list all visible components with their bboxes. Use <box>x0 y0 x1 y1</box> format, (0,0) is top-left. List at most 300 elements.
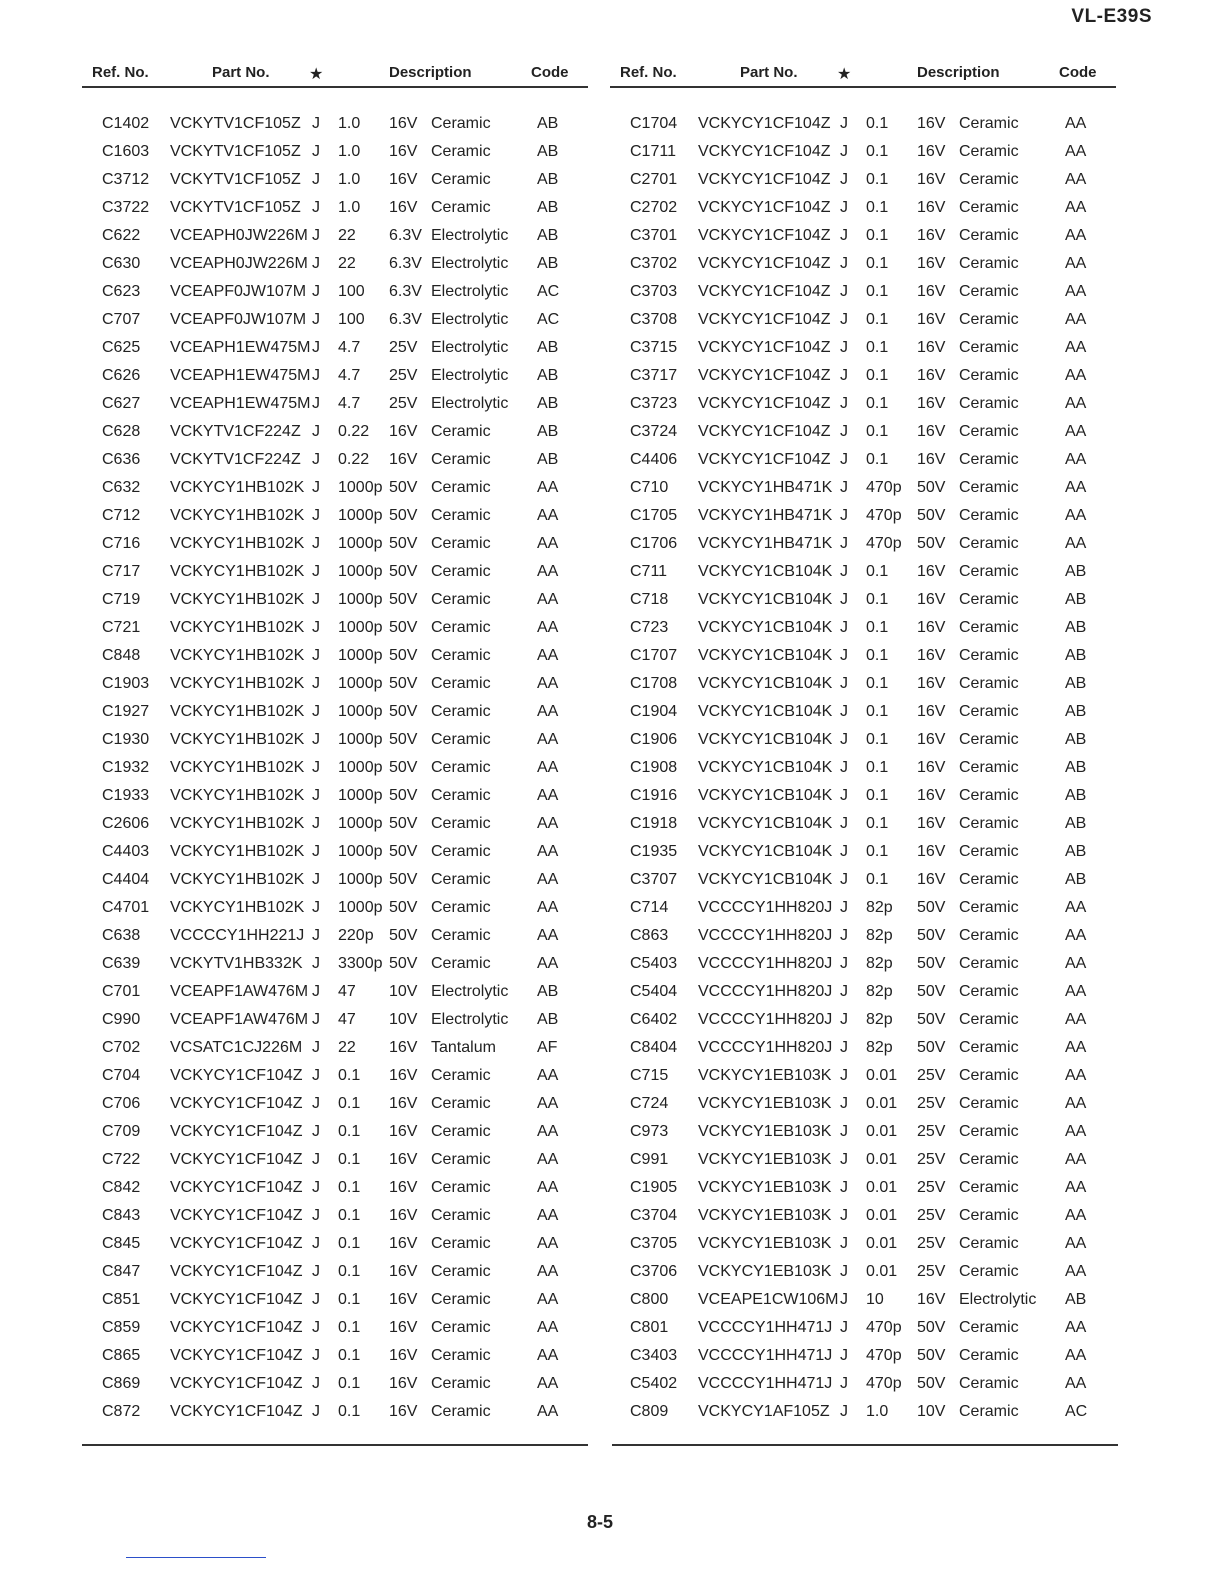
cell-value: 0.1 <box>866 871 889 888</box>
cell-code: AA <box>537 647 559 664</box>
cell-ref-no: C1402 <box>102 115 150 132</box>
table-row <box>82 306 588 334</box>
cell-ref-no: C716 <box>102 535 141 552</box>
cell-ref-no: C8404 <box>630 1039 678 1056</box>
cell-code: AA <box>537 759 559 776</box>
cell-value: 0.1 <box>866 395 889 412</box>
cell-code: AA <box>1065 451 1087 468</box>
cell-value: 0.1 <box>866 255 889 272</box>
cell-value: 82p <box>866 955 893 972</box>
cell-ref-no: C3712 <box>102 171 150 188</box>
cell-ref-no: C1705 <box>630 507 678 524</box>
cell-description: Ceramic <box>959 451 1019 468</box>
cell-ref-no: C2606 <box>102 815 150 832</box>
cell-ref-no: C872 <box>102 1403 141 1420</box>
cell-voltage: 16V <box>389 199 418 216</box>
cell-part-no: VCKYCY1CB104K <box>698 843 833 860</box>
cell-code: AB <box>1065 563 1087 580</box>
cell-value: 0.1 <box>338 1179 361 1196</box>
cell-mark: J <box>312 815 320 832</box>
table-row <box>610 894 1116 922</box>
cell-voltage: 16V <box>917 815 946 832</box>
cell-code: AB <box>537 143 559 160</box>
cell-mark: J <box>840 647 848 664</box>
cell-value: 1000p <box>338 787 383 804</box>
cell-voltage: 50V <box>917 479 946 496</box>
cell-mark: J <box>840 255 848 272</box>
cell-voltage: 25V <box>389 367 418 384</box>
table-row <box>82 362 588 390</box>
cell-voltage: 50V <box>917 1347 946 1364</box>
cell-ref-no: C6402 <box>630 1011 678 1028</box>
cell-ref-no: C1905 <box>630 1179 678 1196</box>
cell-ref-no: C1908 <box>630 759 678 776</box>
cell-mark: J <box>840 899 848 916</box>
cell-part-no: VCKYCY1CF104Z <box>698 199 831 216</box>
cell-description: Ceramic <box>959 535 1019 552</box>
cell-voltage: 50V <box>389 703 418 720</box>
cell-voltage: 50V <box>389 507 418 524</box>
table-row <box>82 1090 588 1118</box>
table-row <box>610 838 1116 866</box>
cell-voltage: 16V <box>389 1207 418 1224</box>
cell-code: AA <box>1065 899 1087 916</box>
cell-mark: J <box>312 1291 320 1308</box>
cell-value: 0.01 <box>866 1123 898 1140</box>
cell-value: 0.1 <box>866 563 889 580</box>
table-row <box>610 1202 1116 1230</box>
cell-description: Ceramic <box>431 787 491 804</box>
cell-voltage: 50V <box>389 843 418 860</box>
cell-ref-no: C722 <box>102 1151 141 1168</box>
cell-value: 4.7 <box>338 339 361 356</box>
table-header <box>82 60 588 88</box>
cell-ref-no: C1603 <box>102 143 150 160</box>
table-row <box>82 222 588 250</box>
cell-voltage: 16V <box>917 395 946 412</box>
cell-part-no: VCEAPH0JW226M <box>170 255 308 272</box>
cell-description: Ceramic <box>431 1151 491 1168</box>
cell-voltage: 16V <box>917 367 946 384</box>
cell-description: Electrolytic <box>431 395 509 412</box>
cell-code: AA <box>1065 1235 1087 1252</box>
cell-mark: J <box>840 1151 848 1168</box>
table-row <box>82 894 588 922</box>
cell-mark: J <box>840 927 848 944</box>
cell-code: AA <box>1065 955 1087 972</box>
cell-mark: J <box>312 1319 320 1336</box>
cell-voltage: 50V <box>917 507 946 524</box>
cell-code: AA <box>537 675 559 692</box>
table-row <box>610 166 1116 194</box>
cell-value: 0.1 <box>338 1347 361 1364</box>
cell-part-no: VCKYCY1CF104Z <box>698 367 831 384</box>
table-row <box>610 614 1116 642</box>
cell-part-no: VCKYCY1HB102K <box>170 675 305 692</box>
cell-value: 100 <box>338 311 365 328</box>
cell-part-no: VCKYCY1HB102K <box>170 815 305 832</box>
cell-description: Ceramic <box>959 1403 1019 1420</box>
cell-ref-no: C4404 <box>102 871 150 888</box>
cell-description: Ceramic <box>431 703 491 720</box>
cell-code: AA <box>537 1207 559 1224</box>
cell-description: Ceramic <box>959 1375 1019 1392</box>
cell-mark: J <box>840 535 848 552</box>
cell-mark: J <box>840 479 848 496</box>
cell-description: Ceramic <box>431 1375 491 1392</box>
table-row <box>82 1398 588 1426</box>
cell-description: Ceramic <box>959 1039 1019 1056</box>
table-row <box>82 502 588 530</box>
cell-description: Ceramic <box>431 507 491 524</box>
cell-part-no: VCKYTV1CF105Z <box>170 171 301 188</box>
cell-description: Ceramic <box>959 143 1019 160</box>
cell-voltage: 16V <box>389 1123 418 1140</box>
cell-ref-no: C991 <box>630 1151 669 1168</box>
cell-mark: J <box>840 955 848 972</box>
cell-value: 1.0 <box>338 143 361 160</box>
header-ref-no: Ref. No. <box>620 64 677 81</box>
cell-ref-no: C851 <box>102 1291 141 1308</box>
cell-mark: J <box>312 143 320 160</box>
cell-part-no: VCKYCY1CB104K <box>698 591 833 608</box>
cell-description: Ceramic <box>959 227 1019 244</box>
cell-ref-no: C1708 <box>630 675 678 692</box>
cell-part-no: VCKYCY1CF104Z <box>170 1347 303 1364</box>
cell-voltage: 10V <box>389 983 418 1000</box>
cell-ref-no: C709 <box>102 1123 141 1140</box>
cell-mark: J <box>840 1095 848 1112</box>
cell-description: Ceramic <box>959 1095 1019 1112</box>
table-row <box>82 1174 588 1202</box>
cell-voltage: 25V <box>917 1263 946 1280</box>
cell-mark: J <box>312 871 320 888</box>
cell-part-no: VCEAPF1AW476M <box>170 983 309 1000</box>
cell-value: 0.1 <box>866 143 889 160</box>
cell-voltage: 25V <box>917 1151 946 1168</box>
cell-ref-no: C1916 <box>630 787 678 804</box>
cell-voltage: 50V <box>389 675 418 692</box>
cell-code: AA <box>1065 143 1087 160</box>
cell-code: AA <box>1065 1067 1087 1084</box>
cell-code: AA <box>1065 1095 1087 1112</box>
table-row <box>610 1062 1116 1090</box>
table-row <box>82 1370 588 1398</box>
cell-part-no: VCCCCY1HH820J <box>698 1039 833 1056</box>
table-row <box>610 670 1116 698</box>
cell-code: AA <box>1065 1151 1087 1168</box>
cell-mark: J <box>840 115 848 132</box>
cell-part-no: VCKYCY1CB104K <box>698 703 833 720</box>
cell-part-no: VCKYCY1CF104Z <box>698 451 831 468</box>
cell-voltage: 16V <box>917 563 946 580</box>
cell-description: Ceramic <box>431 899 491 916</box>
cell-value: 0.01 <box>866 1207 898 1224</box>
cell-ref-no: C1932 <box>102 759 150 776</box>
cell-part-no: VCKYCY1HB102K <box>170 535 305 552</box>
cell-mark: J <box>312 1067 320 1084</box>
cell-part-no: VCKYCY1CB104K <box>698 787 833 804</box>
cell-description: Ceramic <box>431 1123 491 1140</box>
table-row <box>82 950 588 978</box>
cell-part-no: VCCCCY1HH820J <box>698 955 833 972</box>
cell-description: Ceramic <box>431 1403 491 1420</box>
cell-voltage: 16V <box>389 1403 418 1420</box>
table-row <box>610 922 1116 950</box>
cell-description: Ceramic <box>431 171 491 188</box>
cell-voltage: 25V <box>917 1179 946 1196</box>
cell-voltage: 50V <box>917 535 946 552</box>
cell-part-no: VCKYCY1EB103K <box>698 1095 832 1112</box>
cell-mark: J <box>312 927 320 944</box>
cell-mark: J <box>312 1403 320 1420</box>
cell-code: AA <box>1065 115 1087 132</box>
cell-value: 0.22 <box>338 451 370 468</box>
table-row <box>82 1202 588 1230</box>
cell-voltage: 16V <box>917 675 946 692</box>
cell-description: Ceramic <box>959 367 1019 384</box>
cell-part-no: VCCCCY1HH820J <box>698 899 833 916</box>
table-row <box>82 1258 588 1286</box>
cell-voltage: 16V <box>389 1347 418 1364</box>
cell-value: 0.1 <box>338 1095 361 1112</box>
cell-part-no: VCKYCY1CF104Z <box>170 1263 303 1280</box>
table-row <box>610 782 1116 810</box>
cell-description: Electrolytic <box>431 983 509 1000</box>
cell-mark: J <box>312 199 320 216</box>
cell-description: Ceramic <box>959 1067 1019 1084</box>
cell-ref-no: C847 <box>102 1263 141 1280</box>
cell-ref-no: C845 <box>102 1235 141 1252</box>
table-row <box>610 278 1116 306</box>
cell-ref-no: C704 <box>102 1067 141 1084</box>
cell-description: Ceramic <box>431 1179 491 1196</box>
cell-part-no: VCKYCY1AF105Z <box>698 1403 830 1420</box>
cell-voltage: 25V <box>917 1207 946 1224</box>
cell-mark: J <box>840 703 848 720</box>
table-row <box>82 1146 588 1174</box>
cell-code: AA <box>1065 1347 1087 1364</box>
cell-part-no: VCKYTV1HB332K <box>170 955 303 972</box>
cell-mark: J <box>840 619 848 636</box>
cell-mark: J <box>312 955 320 972</box>
cell-code: AA <box>1065 983 1087 1000</box>
cell-value: 0.1 <box>338 1375 361 1392</box>
cell-ref-no: C702 <box>102 1039 141 1056</box>
cell-code: AB <box>537 339 559 356</box>
cell-description: Ceramic <box>431 647 491 664</box>
cell-value: 22 <box>338 255 356 272</box>
cell-value: 1.0 <box>338 199 361 216</box>
cell-description: Ceramic <box>431 1263 491 1280</box>
cell-description: Ceramic <box>959 619 1019 636</box>
cell-value: 1000p <box>338 815 383 832</box>
cell-ref-no: C843 <box>102 1207 141 1224</box>
cell-ref-no: C723 <box>630 619 669 636</box>
cell-code: AB <box>537 367 559 384</box>
cell-ref-no: C1927 <box>102 703 150 720</box>
cell-mark: J <box>312 1263 320 1280</box>
table-row <box>82 446 588 474</box>
cell-mark: J <box>840 199 848 216</box>
cell-mark: J <box>840 1039 848 1056</box>
cell-mark: J <box>840 871 848 888</box>
cell-part-no: VCKYCY1CB104K <box>698 731 833 748</box>
table-row <box>610 1090 1116 1118</box>
cell-part-no: VCKYCY1CF104Z <box>170 1403 303 1420</box>
cell-ref-no: C639 <box>102 955 141 972</box>
cell-mark: J <box>312 1375 320 1392</box>
table-row <box>610 1342 1116 1370</box>
cell-code: AA <box>537 479 559 496</box>
cell-code: AA <box>1065 1011 1087 1028</box>
cell-mark: J <box>312 507 320 524</box>
cell-part-no: VCKYCY1CF104Z <box>698 115 831 132</box>
cell-code: AC <box>537 283 560 300</box>
cell-code: AA <box>1065 283 1087 300</box>
cell-voltage: 50V <box>917 1011 946 1028</box>
cell-part-no: VCKYCY1CF104Z <box>698 311 831 328</box>
cell-ref-no: C626 <box>102 367 141 384</box>
table-row <box>610 250 1116 278</box>
table-row <box>610 1370 1116 1398</box>
header-star: ★ <box>837 66 852 83</box>
cell-mark: J <box>840 1067 848 1084</box>
cell-ref-no: C869 <box>102 1375 141 1392</box>
cell-code: AA <box>1065 1179 1087 1196</box>
table-row <box>610 418 1116 446</box>
cell-description: Ceramic <box>431 451 491 468</box>
cell-mark: J <box>312 899 320 916</box>
cell-value: 470p <box>866 479 902 496</box>
cell-code: AB <box>1065 619 1087 636</box>
cell-part-no: VCKYCY1CF104Z <box>698 339 831 356</box>
table-row <box>82 530 588 558</box>
cell-voltage: 16V <box>389 1067 418 1084</box>
table-row <box>82 698 588 726</box>
cell-ref-no: C632 <box>102 479 141 496</box>
cell-code: AA <box>537 815 559 832</box>
cell-mark: J <box>840 423 848 440</box>
cell-value: 0.1 <box>866 787 889 804</box>
cell-ref-no: C630 <box>102 255 141 272</box>
cell-code: AB <box>1065 731 1087 748</box>
table-row <box>610 306 1116 334</box>
cell-voltage: 16V <box>389 423 418 440</box>
cell-voltage: 16V <box>917 283 946 300</box>
cell-value: 0.01 <box>866 1263 898 1280</box>
cell-voltage: 25V <box>389 339 418 356</box>
cell-mark: J <box>840 675 848 692</box>
cell-part-no: VCKYTV1CF224Z <box>170 451 301 468</box>
cell-part-no: VCKYCY1EB103K <box>698 1151 832 1168</box>
table-row <box>610 1006 1116 1034</box>
cell-mark: J <box>840 1291 848 1308</box>
table-row <box>82 278 588 306</box>
cell-value: 0.01 <box>866 1095 898 1112</box>
cell-ref-no: C3723 <box>630 395 678 412</box>
table-row <box>82 1314 588 1342</box>
cell-code: AB <box>1065 759 1087 776</box>
cell-part-no: VCEAPH1EW475M <box>170 367 311 384</box>
cell-code: AA <box>1065 367 1087 384</box>
cell-description: Ceramic <box>431 1067 491 1084</box>
cell-voltage: 50V <box>389 927 418 944</box>
cell-part-no: VCKYCY1CF104Z <box>170 1095 303 1112</box>
cell-part-no: VCKYCY1HB102K <box>170 759 305 776</box>
cell-part-no: VCKYCY1CF104Z <box>170 1123 303 1140</box>
header-code: Code <box>1059 64 1097 81</box>
table-row <box>610 950 1116 978</box>
cell-value: 0.01 <box>866 1067 898 1084</box>
cell-ref-no: C3403 <box>630 1347 678 1364</box>
parts-table-left <box>82 60 588 1426</box>
cell-ref-no: C718 <box>630 591 669 608</box>
cell-voltage: 16V <box>917 647 946 664</box>
cell-ref-no: C3722 <box>102 199 150 216</box>
cell-mark: J <box>840 283 848 300</box>
cell-part-no: VCEAPH0JW226M <box>170 227 308 244</box>
table-row <box>610 1034 1116 1062</box>
header-code: Code <box>531 64 569 81</box>
cell-mark: J <box>840 227 848 244</box>
cell-code: AB <box>1065 703 1087 720</box>
cell-ref-no: C711 <box>630 563 668 580</box>
cell-voltage: 50V <box>389 815 418 832</box>
cell-value: 0.1 <box>338 1263 361 1280</box>
cell-value: 1000p <box>338 591 383 608</box>
cell-part-no: VCKYCY1HB102K <box>170 703 305 720</box>
cell-voltage: 16V <box>917 787 946 804</box>
cell-code: AA <box>537 591 559 608</box>
cell-voltage: 50V <box>917 983 946 1000</box>
cell-voltage: 16V <box>917 143 946 160</box>
cell-mark: J <box>312 1011 320 1028</box>
cell-description: Ceramic <box>959 507 1019 524</box>
table-row <box>82 166 588 194</box>
cell-voltage: 50V <box>917 1375 946 1392</box>
cell-description: Ceramic <box>959 255 1019 272</box>
cell-voltage: 10V <box>917 1403 946 1420</box>
cell-voltage: 6.3V <box>389 255 422 272</box>
cell-description: Ceramic <box>959 171 1019 188</box>
table-row <box>82 1342 588 1370</box>
cell-description: Ceramic <box>431 871 491 888</box>
table-row <box>610 1258 1116 1286</box>
cell-code: AA <box>537 1123 559 1140</box>
header-description: Description <box>389 64 472 81</box>
cell-description: Ceramic <box>959 815 1019 832</box>
table-row <box>82 614 588 642</box>
cell-mark: J <box>312 283 320 300</box>
table-row <box>82 390 588 418</box>
cell-code: AB <box>1065 787 1087 804</box>
cell-code: AA <box>537 1263 559 1280</box>
cell-voltage: 25V <box>917 1067 946 1084</box>
cell-code: AA <box>537 1067 559 1084</box>
cell-value: 0.1 <box>866 815 889 832</box>
cell-mark: J <box>312 171 320 188</box>
cell-mark: J <box>312 787 320 804</box>
cell-description: Ceramic <box>959 339 1019 356</box>
cell-mark: J <box>312 1179 320 1196</box>
cell-ref-no: C721 <box>102 619 141 636</box>
table-row <box>82 754 588 782</box>
header-ref-no: Ref. No. <box>92 64 149 81</box>
cell-ref-no: C5403 <box>630 955 678 972</box>
cell-part-no: VCKYCY1HB102K <box>170 899 305 916</box>
table-row <box>82 110 588 138</box>
